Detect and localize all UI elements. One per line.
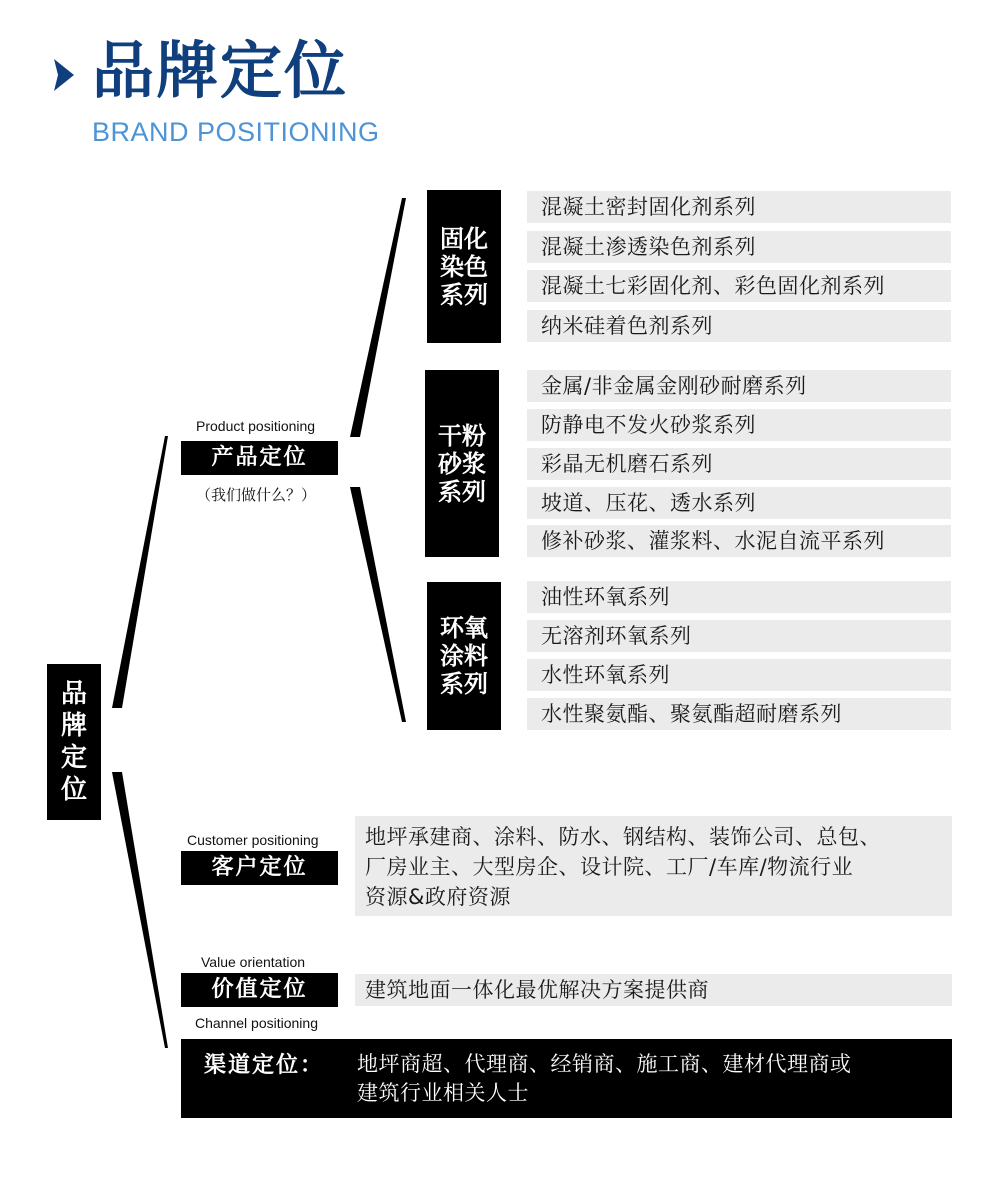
value-panel: 建筑地面一体化最优解决方案提供商 (355, 974, 952, 1006)
channel-label: 渠道定位： (204, 1053, 325, 1078)
root-box (47, 664, 101, 820)
root-bracket-upper (112, 436, 168, 708)
list-item: 混凝土密封固化剂系列 (527, 191, 951, 223)
channel-en-label: Channel positioning (195, 1015, 318, 1031)
category-label: 固化染色系列 (440, 224, 488, 309)
list-item: 彩晶无机磨石系列 (527, 448, 951, 480)
product-label: 产品定位 (181, 441, 338, 475)
product-bracket-upper (350, 198, 406, 437)
product-question: （我们做什么？） (196, 486, 317, 504)
channel-line: 建筑行业相关人士 (357, 1081, 529, 1105)
customer-line: 资源&政府资源 (365, 885, 511, 909)
category-box-mortar (425, 370, 499, 557)
channel-line: 地坪商超、代理商、经销商、施工商、建材代理商或 (357, 1052, 852, 1076)
category-box-curing (427, 190, 501, 343)
list-item: 金属/非金属金刚砂耐磨系列 (527, 370, 951, 402)
category-label: 环氧涂料系列 (440, 614, 488, 698)
value-label: 价值定位 (181, 973, 338, 1007)
product-en-label: Product positioning (196, 418, 316, 434)
list-item: 混凝土七彩固化剂、彩色固化剂系列 (527, 270, 951, 302)
list-item: 修补砂浆、灌浆料、水泥自流平系列 (527, 525, 951, 557)
list-item: 纳米硅着色剂系列 (527, 310, 951, 342)
category-label: 干粉砂浆系列 (438, 421, 486, 506)
list-item: 无溶剂环氧系列 (527, 620, 951, 652)
list-item: 混凝土渗透染色剂系列 (527, 231, 951, 263)
value-en-label: Value orientation (201, 954, 306, 970)
customer-en-label: Customer positioning (187, 832, 319, 848)
list-item: 水性聚氨酯、聚氨酯超耐磨系列 (527, 698, 951, 730)
product-bracket-lower (350, 487, 406, 722)
customer-text (365, 822, 881, 912)
page-subtitle: BRAND POSITIONING (92, 117, 380, 147)
list-item: 坡道、压花、透水系列 (527, 487, 951, 519)
list-item: 油性环氧系列 (527, 581, 951, 613)
list-item: 防静电不发火砂浆系列 (527, 409, 951, 441)
root-label: 品牌定位 (60, 679, 87, 805)
customer-label: 客户定位 (181, 851, 338, 885)
customer-line: 厂房业主、大型房企、设计院、工厂/车库/物流行业 (365, 855, 854, 879)
list-item: 水性环氧系列 (527, 659, 951, 691)
customer-line: 地坪承建商、涂料、防水、钢结构、装饰公司、总包、 (365, 825, 881, 849)
page-title: 品牌定位 (92, 34, 349, 107)
category-box-epoxy (427, 582, 501, 730)
root-bracket-lower (112, 772, 168, 1048)
channel-text (357, 1050, 937, 1108)
